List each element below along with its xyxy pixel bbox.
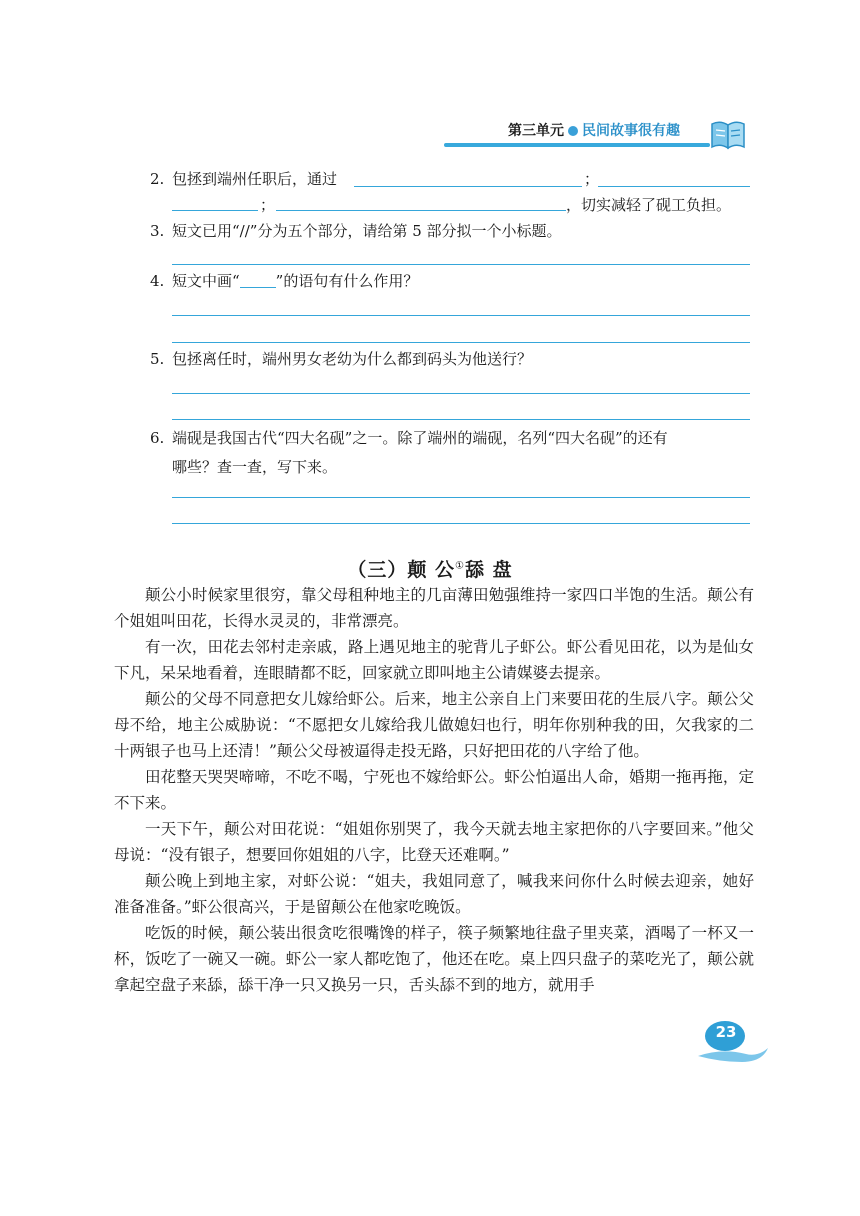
unit-heading: [508, 120, 680, 140]
question-text-end: ”的语句有什么作用？: [275, 272, 419, 290]
unit-label: 第三单元: [508, 123, 564, 139]
question-3: [150, 221, 562, 241]
answer-blank-4[interactable]: [276, 210, 566, 211]
story-title-main: （三）颠 公: [347, 559, 456, 581]
story-paragraph: 颠公晚上到地主家，对虾公说：“姐夫，我姐同意了，喊我来问你什么时候去迎亲，她好准备准备。”虾公很高兴，于是留颠公在他家吃晚饭。: [114, 872, 754, 916]
question-6: [150, 428, 668, 448]
bullet-dot-icon: [568, 126, 578, 136]
answer-line[interactable]: [172, 342, 750, 343]
answer-blank-2[interactable]: [598, 186, 750, 187]
story-paragraph: 颠公的父母不同意把女儿嫁给虾公。后来，地主公亲自上门来要田花的生辰八字。颠公父母不给，地主公威胁说：“不愿把女儿嫁给我儿做媳妇也行，明年你别种我的田，欠我家的二十两银子也马上还清！”颠公父母被逼得走投无路，只好把田花的八字给了他。: [114, 690, 754, 760]
separator: ；: [584, 170, 600, 188]
question-number: 4.: [150, 272, 165, 290]
header-rule: [444, 143, 710, 147]
answer-blank-3[interactable]: [172, 210, 258, 211]
answer-line[interactable]: [172, 264, 750, 265]
answer-line[interactable]: [172, 315, 750, 316]
unit-header: [440, 112, 762, 156]
answer-line[interactable]: [172, 523, 750, 524]
story-paragraph: 吃饭的时候，颠公装出很贪吃很嘴馋的样子，筷子频繁地往盘子里夹菜，酒喝了一杯又一杯，饭吃了一碗又一碗。虾公一家人都吃饱了，他还在吃。桌上四只盘子的菜吃光了，颠公就拿起空盘子来舔，舔干净一只又换另一只，舌头舔不到的地方，就用手: [114, 924, 754, 994]
answer-line[interactable]: [172, 419, 750, 420]
question-text-end: ，切实减轻了砚工负担。: [566, 196, 732, 214]
question-number: 6.: [150, 429, 165, 447]
story-paragraph: 颠公小时候家里很穷，靠父母租种地主的几亩薄田勉强维持一家四口半饱的生活。颠公有个姐姐叫田花，长得水灵灵的，非常漂亮。: [114, 586, 754, 630]
question-number: 3.: [150, 222, 165, 240]
story-paragraph: 一天下午，颠公对田花说：“姐姐你别哭了，我今天就去地主家把你的八字要回来。”他父母说：“没有银子，想要回你姐姐的八字，比登天还难啊。”: [114, 820, 754, 864]
story-paragraph: 田花整天哭哭啼啼，不吃不喝，宁死也不嫁给虾公。虾公怕逼出人命，婚期一拖再拖，定不下来。: [114, 768, 754, 812]
answer-line[interactable]: [172, 497, 750, 498]
underline-sample: [240, 273, 276, 288]
question-text: 包拯到端州任职后，通过: [172, 170, 338, 188]
story-title: [0, 555, 860, 582]
answer-blank-1[interactable]: [354, 186, 582, 187]
page-number: 23: [715, 1023, 737, 1041]
question-text: 包拯离任时，端州男女老幼为什么都到码头为他送行？: [172, 350, 533, 368]
open-book-icon: [708, 118, 748, 152]
story-paragraph: 有一次，田花去邻村走亲戚，路上遇见地主的驼背儿子虾公。虾公看见田花，以为是仙女下凡，呆呆地看着，连眼睛都不眨，回家就立即叫地主公请媒婆去提亲。: [114, 638, 754, 682]
unit-title: 民间故事很有趣: [582, 123, 680, 139]
question-text-line2: 哪些？查一查，写下来。: [172, 458, 338, 476]
question-text: 短文已用“//”分为五个部分，请给第 5 部分拟一个小标题。: [172, 222, 562, 240]
question-number: 5.: [150, 350, 165, 368]
question-text: 端砚是我国古代“四大名砚”之一。除了端州的端砚，名列“四大名砚”的还有: [172, 429, 668, 447]
question-number: 2.: [150, 170, 165, 188]
footnote-marker: ①: [455, 560, 465, 572]
question-5: [150, 349, 532, 369]
question-2: [150, 169, 337, 189]
answer-line[interactable]: [172, 393, 750, 394]
question-text: 短文中画“: [172, 272, 240, 290]
separator: ；: [260, 196, 276, 214]
story-title-end: 舔 盘: [464, 559, 513, 581]
question-4: [150, 271, 418, 291]
story-body: [114, 582, 754, 998]
